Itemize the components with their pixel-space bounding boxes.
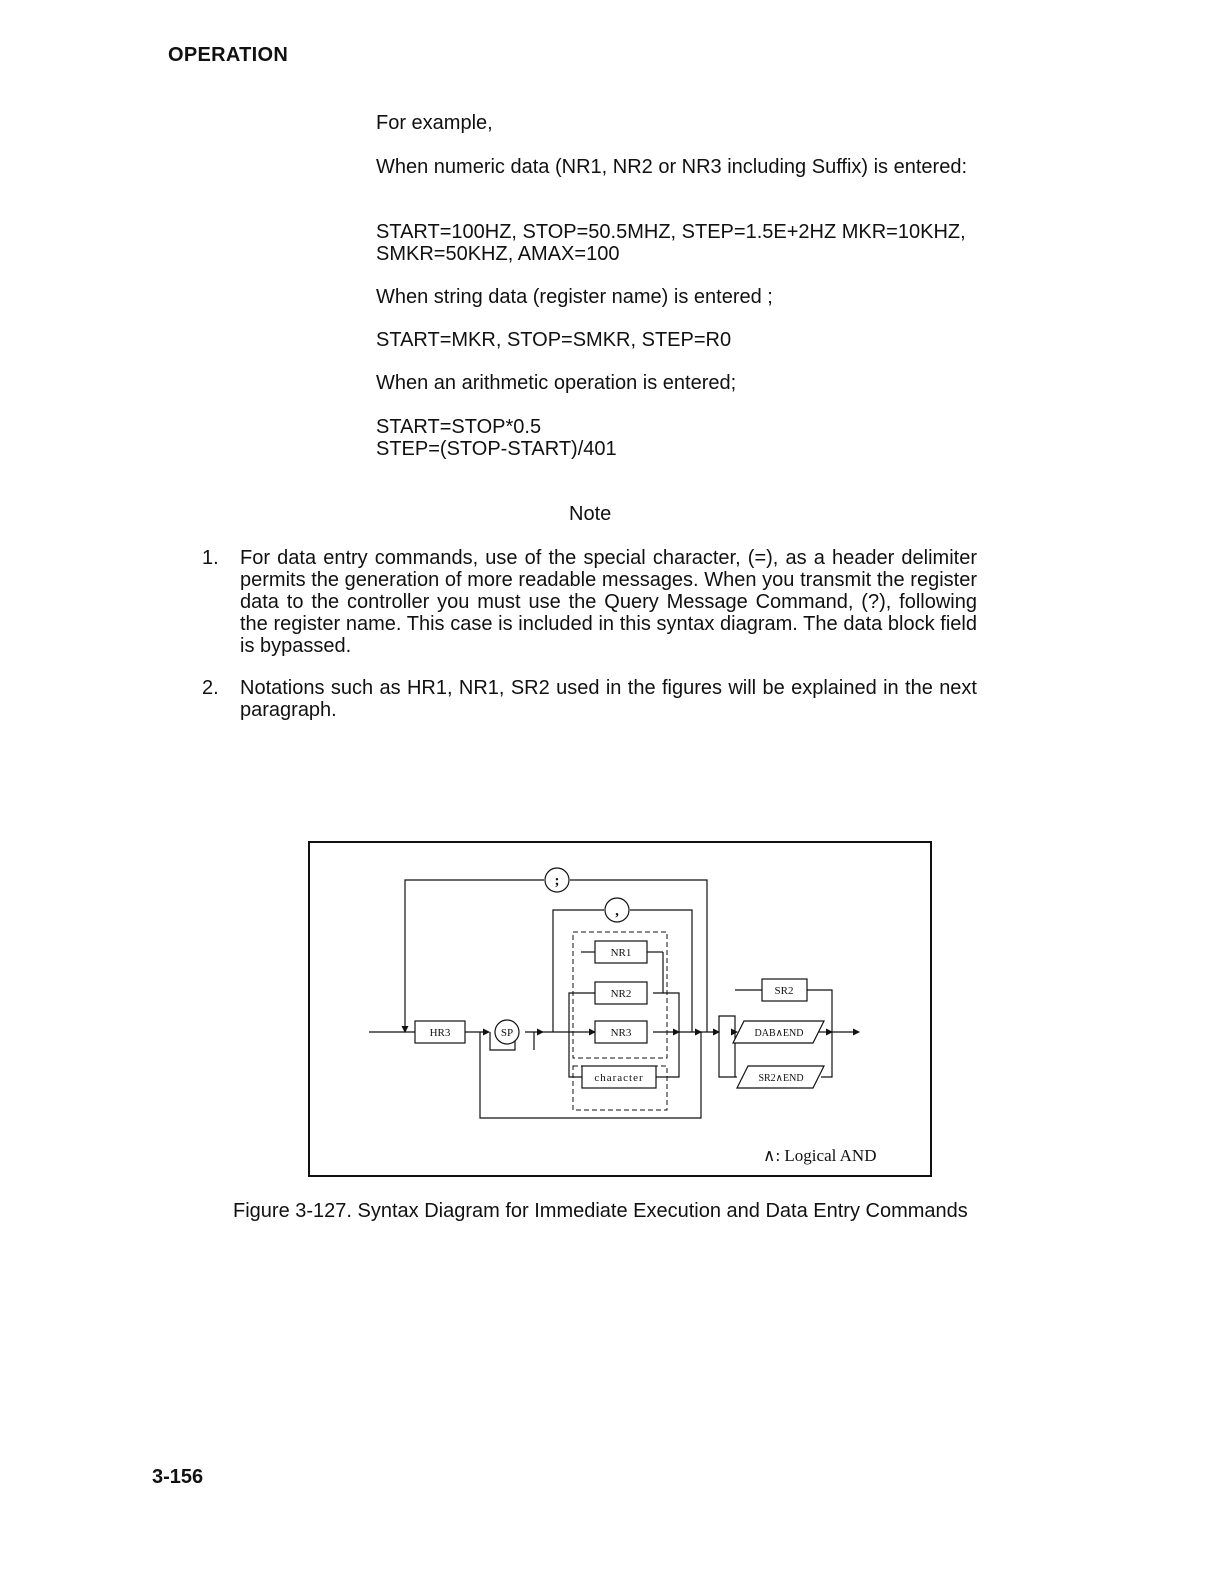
dab-end-label: DAB∧END: [754, 1028, 804, 1039]
arith-intro: When an arithmetic operation is entered;: [376, 372, 737, 394]
note-text: For data entry commands, use of the special character, (=), as a header delimiter permits the generation of more readable messages. When you transmit the register data to the controller you must use the Query Message Command, (?), following the register name. This case is included in this syntax diagram. The data block field is bypassed.: [240, 547, 977, 657]
sp-label: SP: [500, 1027, 514, 1039]
sr2-label: SR2: [774, 985, 794, 997]
page-number: 3-156: [152, 1466, 204, 1488]
nr1-label: NR1: [610, 947, 632, 959]
comma-label: ,: [615, 903, 619, 919]
example-intro: For example,: [376, 112, 493, 134]
numeric-intro: When numeric data (NR1, NR2 or NR3 including Suffix) is entered:: [376, 156, 967, 178]
arith-example-line: STEP=(STOP-START)/401: [376, 438, 617, 460]
arith-example: [376, 416, 1036, 460]
figure-caption: Figure 3-127. Syntax Diagram for Immediate Execution and Data Entry Commands: [233, 1200, 968, 1222]
string-example: START=MKR, STOP=SMKR, STEP=R0: [376, 329, 732, 351]
note-item: [202, 547, 977, 657]
numeric-example-line: SMKR=50KHZ, AMAX=100: [376, 243, 620, 265]
syntax-diagram: [307, 840, 933, 1180]
hr3-label: HR3: [429, 1027, 451, 1039]
numeric-example: [376, 221, 1036, 265]
note-item: [202, 677, 977, 721]
nr3-label: NR3: [610, 1027, 632, 1039]
semicolon-label: ;: [554, 873, 560, 889]
section-header: OPERATION: [168, 44, 289, 66]
note-text: Notations such as HR1, NR1, SR2 used in the figures will be explained in the next paragraph.: [240, 677, 977, 721]
character-label: character: [594, 1072, 644, 1084]
note-number: 2.: [202, 677, 219, 699]
string-intro: When string data (register name) is entered ;: [376, 286, 773, 308]
arith-example-line: START=STOP*0.5: [376, 416, 542, 438]
logical-and-legend: ∧: Logical AND: [763, 1146, 877, 1165]
note-title: Note: [569, 503, 612, 525]
note-number: 1.: [202, 547, 219, 569]
nr2-label: NR2: [610, 988, 632, 1000]
numeric-example-line: START=100HZ, STOP=50.5MHZ, STEP=1.5E+2HZ MKR=10KHZ,: [376, 221, 966, 243]
sr2-end-label: SR2∧END: [758, 1073, 804, 1084]
diagram-frame: [309, 842, 931, 1176]
